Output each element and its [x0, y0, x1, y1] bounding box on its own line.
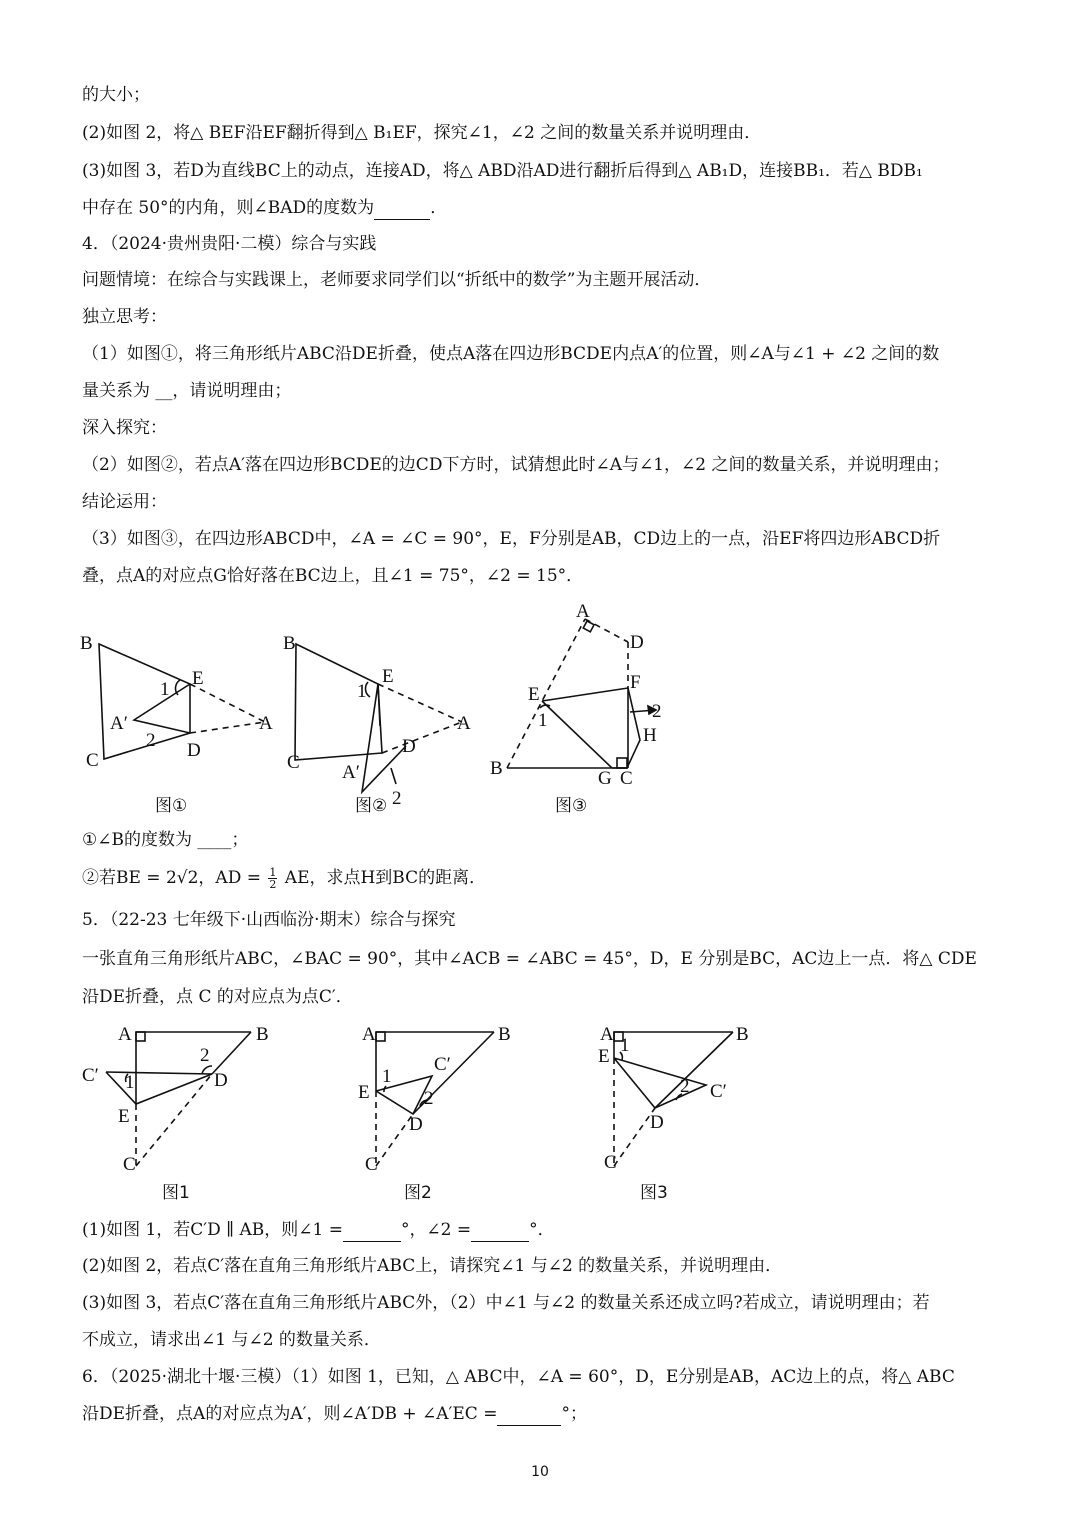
- label-F: F: [630, 672, 641, 693]
- label-angle-1: 1: [620, 1035, 630, 1056]
- text-line: 的大小；: [82, 85, 150, 105]
- label-A: A: [362, 1024, 376, 1045]
- text-fragment: °；: [561, 1404, 587, 1424]
- text-fragment: 中存在 50°的内角，则∠BAD的度数为: [82, 198, 375, 218]
- text-line: 叠，点A的对应点G恰好落在BC边上，且∠1 = 75°，∠2 = 15°．: [82, 566, 584, 586]
- label-E: E: [118, 1106, 130, 1127]
- label-B: B: [283, 633, 296, 654]
- figure-caption: 图③: [555, 796, 588, 816]
- page-number: 10: [531, 1464, 549, 1480]
- text-line: （2）如图②，若点A′落在四边形BCDE的边CD下方时，试猜想此时∠A与∠1，∠2 之间的数量关系，并说明理由；: [82, 455, 950, 475]
- text-fragment: ．: [430, 198, 448, 218]
- label-E: E: [528, 684, 540, 705]
- label-C: C: [604, 1152, 617, 1173]
- label-angle-1: 1: [357, 681, 367, 702]
- label-A: A: [118, 1024, 132, 1045]
- label-C: C: [365, 1154, 378, 1175]
- label-C: C: [123, 1154, 136, 1175]
- text-line: [82, 1402, 587, 1426]
- text-line: [82, 1218, 555, 1242]
- label-angle-2: 2: [146, 730, 156, 751]
- label-D: D: [214, 1070, 228, 1091]
- label-C: C: [86, 750, 99, 771]
- fraction-denominator: 2: [269, 878, 277, 891]
- text-fragment: (1)如图 1，若C′D ∥ AB，则∠1 =: [82, 1220, 343, 1240]
- label-C: C: [620, 768, 633, 789]
- text-line: （3）如图③，在四边形ABCD中，∠A = ∠C = 90°，E，F分别是AB，CD边上的一点，沿EF将四边形ABCD折: [82, 529, 941, 549]
- answer-blank[interactable]: [497, 1407, 561, 1426]
- figure-caption: 图3: [640, 1183, 668, 1203]
- label-A: A: [600, 1024, 614, 1045]
- label-A: A: [259, 713, 273, 734]
- label-B: B: [80, 633, 93, 654]
- text-line: 深入探究：: [82, 418, 167, 438]
- figure-q5: [0, 1018, 1080, 1208]
- label-C: C: [287, 752, 300, 773]
- label-E: E: [598, 1046, 610, 1067]
- text-line: 结论运用：: [82, 492, 167, 512]
- label-C-prime: C′: [710, 1081, 727, 1102]
- figure-caption: 图2: [404, 1183, 432, 1203]
- question-heading: 6．（2025·湖北十堰·三模）（1）如图 1，已知，△ ABC中，∠A = 60°，D，E分别是AB，AC边上的点，将△ ABC: [82, 1367, 955, 1387]
- label-B: B: [490, 758, 503, 779]
- label-G: G: [598, 768, 612, 789]
- label-E: E: [382, 666, 394, 687]
- text-line: (3)如图 3，若D为直线BC上的动点，连接AD，将△ ABD沿AD进行翻折后得到△ AB₁D，连接BB₁．若△ BDB₁: [82, 161, 923, 181]
- figure-q4: [0, 600, 1080, 830]
- text-line: 一张直角三角形纸片ABC，∠BAC = 90°，其中∠ACB = ∠ABC = 45°，D，E 分别是BC，AC边上一点．将△ CDE: [82, 949, 977, 969]
- question-heading: 4．（2024·贵州贵阳·二模）综合与实践: [82, 234, 377, 254]
- label-A: A: [457, 713, 471, 734]
- label-angle-2: 2: [424, 1088, 434, 1109]
- figure-caption: 图1: [162, 1183, 190, 1203]
- label-D: D: [402, 736, 416, 757]
- text-line: [82, 866, 486, 890]
- fraction-numerator: 1: [269, 866, 277, 879]
- text-line: 沿DE折叠，点 C 的对应点为点C′．: [82, 987, 353, 1007]
- label-B: B: [256, 1024, 269, 1045]
- label-angle-1: 1: [160, 679, 170, 700]
- label-A: A: [576, 601, 590, 622]
- text-line: 独立思考：: [82, 307, 167, 327]
- label-angle-2: 2: [200, 1045, 210, 1066]
- text-line: (2)如图 2，将△ BEF沿EF翻折得到△ B₁EF，探究∠1，∠2 之间的数量关系并说明理由．: [82, 123, 762, 143]
- label-angle-1: 1: [538, 710, 548, 731]
- label-C-prime: C′: [434, 1054, 451, 1075]
- figure-caption: 图①: [155, 796, 188, 816]
- figure-labels: [82, 1024, 749, 1203]
- label-angle-2: 2: [392, 788, 402, 809]
- label-D: D: [409, 1114, 423, 1135]
- label-C-prime: C′: [82, 1065, 99, 1086]
- label-angle-2: 2: [680, 1076, 690, 1097]
- label-angle-2: 2: [652, 701, 662, 722]
- text-line: （1）如图①，将三角形纸片ABC沿DE折叠，使点A落在四边形BCDE内点A′的位置，则∠A与∠1 + ∠2 之间的数: [82, 344, 940, 364]
- text-fragment: AE，求点H到BC的距离．: [284, 868, 487, 888]
- text-line: (2)如图 2，若点C′落在直角三角形纸片ABC上，请探究∠1 与∠2 的数量关系，并说明理由．: [82, 1256, 783, 1276]
- answer-blank[interactable]: [343, 1223, 401, 1242]
- label-D: D: [187, 740, 201, 761]
- label-B: B: [736, 1024, 749, 1045]
- label-A-prime: A′: [110, 713, 128, 734]
- label-angle-1: 1: [382, 1066, 392, 1087]
- text-fragment: °，∠2 =: [400, 1220, 472, 1240]
- text-fragment: °．: [529, 1220, 555, 1240]
- label-A-prime: A′: [342, 762, 360, 783]
- text-line: ①∠B的度数为 ____；: [82, 830, 249, 850]
- label-E: E: [192, 668, 204, 689]
- fraction-one-half: [268, 867, 277, 890]
- text-line: 量关系为 __，请说明理由；: [82, 381, 292, 401]
- label-B: B: [498, 1024, 511, 1045]
- text-fragment: 沿DE折叠，点A的对应点为A′，则∠A′DB + ∠A′EC =: [82, 1404, 498, 1424]
- label-D: D: [650, 1112, 664, 1133]
- text-line: 不成立，请求出∠1 与∠2 的数量关系．: [82, 1330, 381, 1350]
- label-D: D: [630, 632, 644, 653]
- text-line: 问题情境：在综合与实践课上，老师要求同学们以“折纸中的数学”为主题开展活动．: [82, 270, 712, 290]
- answer-blank[interactable]: [471, 1223, 529, 1242]
- label-angle-1: 1: [125, 1072, 135, 1093]
- answer-blank[interactable]: [374, 201, 430, 220]
- label-E: E: [358, 1082, 370, 1103]
- text-line: [82, 196, 447, 220]
- text-line: (3)如图 3，若点C′落在直角三角形纸片ABC外，（2）中∠1 与∠2 的数量关系还成立吗?若成立，请说明理由；若: [82, 1293, 930, 1313]
- question-heading: 5．（22-23 七年级下·山西临汾·期末）综合与探究: [82, 910, 456, 930]
- label-H: H: [643, 725, 657, 746]
- figure-caption: 图②: [355, 796, 388, 816]
- text-fragment: ②若BE = 2√2，AD =: [82, 868, 261, 888]
